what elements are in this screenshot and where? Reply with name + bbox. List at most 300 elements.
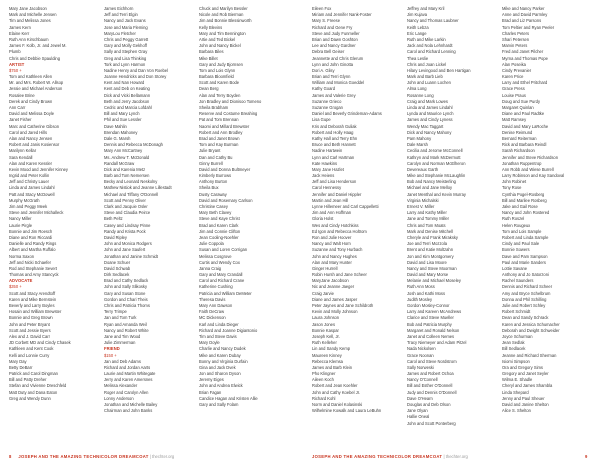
donor-name: Lynn and John Ginotta (312, 61, 354, 67)
donor-name: Lynn and Carl Hartman (312, 154, 355, 160)
donor-name: Dan and Cathy Bu (199, 154, 233, 160)
donor-name: Chris and Tom Moats (407, 222, 446, 228)
donor-name: Richard and Jordan Aarts (104, 364, 151, 370)
donor-name: Bill Sedlacek (502, 346, 526, 352)
donor-name: Gary and Molly Gekhoff (104, 43, 147, 49)
donor-name: Alan and Karen Kessler (9, 160, 53, 166)
donor-name: Julie Zimmerman (104, 340, 136, 346)
donor-name: Karen and Mike Bernstein (9, 296, 57, 302)
donor-name: Steve and Kaye Christ (199, 216, 240, 222)
donor-name: Larry and Ethel Pritchard (502, 80, 548, 86)
donor-name: Brian and Dawn Goshton (312, 36, 358, 42)
donor-name: Theresa Davis (199, 296, 226, 302)
donor-name: Tim and Melissa Jones (9, 18, 51, 24)
left-page-number: 8 (9, 454, 12, 459)
donor-name: Norma Saxon (9, 253, 35, 259)
donor-name: Isiomi Simpson (502, 358, 530, 364)
donor-name: Wes and Cindy Hotchkiss (312, 222, 359, 228)
donor-name: Ed Igon and Rebecca Holtrom (312, 228, 367, 234)
donor-name: Anne and David Parmley (502, 12, 548, 18)
donor-name: Joe and Terri Mozzola (407, 241, 447, 247)
donor-name: Jonathan and Michelle Bailey (104, 402, 158, 407)
donor-name: Wilma E. Shadle (502, 377, 533, 383)
donor-name: Wendy Mac Taggart (407, 123, 444, 129)
donor-name: Carol and Jared Hills (9, 129, 47, 135)
donor-name: Miriam and Jennifer Nank-Foster (312, 12, 372, 18)
donor-name: Gordon Mosley-Connor (407, 303, 450, 308)
donor-name: Plumb (9, 49, 21, 55)
donor-name: James and Barb Klein (312, 364, 353, 370)
donor-name: Janet Fisher (9, 117, 32, 123)
donor-name: Grace Noonan (407, 352, 434, 358)
donor-name: Kris and Deborah Guliak (312, 123, 357, 129)
donor-name: MaryLou Fletcher (104, 30, 136, 36)
donor-name: John and Jane Saufert (104, 247, 146, 253)
donor-name: Jonathan and Janine Schmidt (104, 253, 158, 259)
donor-name: Jane Olyan (407, 408, 428, 414)
donor-name: Mary Beth Clavey (199, 210, 232, 216)
donor-name: Mark and Michelle Jensen (9, 12, 57, 18)
donor-name: MC Dickenson (199, 315, 226, 321)
donor-name: Sheila Bux (199, 185, 219, 191)
donor-name: Alan and Nancy Jensen (9, 135, 53, 141)
donor-name: James and Cindy Lyness (407, 117, 453, 123)
donor-name: Jim Kujava (407, 12, 428, 18)
donor-name: Karl and Linda Dieger (199, 321, 239, 327)
donor-name: Chris and Patricia Thoms (104, 303, 150, 308)
donor-name: Fred and Janet Pilcher (502, 49, 544, 55)
donor-name: Dori A. Glisy (312, 67, 335, 73)
donor-name: Randall McGraw (104, 160, 135, 166)
donor-name: Patricia and William DeMeter (199, 290, 252, 296)
donor-name: Susan and Loren Corrigan (199, 247, 248, 253)
donor-name: Thomas and Amy Stancyck (9, 272, 59, 278)
donor-name: Lynne Hillemeer and Carl Cappelletti (312, 204, 379, 209)
donor-name: Brian Fagan (199, 389, 222, 395)
donor-name: Gary and Mary Crandall (199, 272, 243, 278)
donor-name: Chris and Debbie Spaulding (9, 55, 60, 61)
donor-name: Carol Hennessy (312, 185, 342, 191)
donor-name: Jan and Tom Turk (104, 315, 137, 321)
donor-name: Bill and Marilee Rosberg (502, 197, 547, 203)
donor-name: Jose and Maria Fleming (104, 24, 148, 30)
donor-name: John and Scott Ponterberg (407, 420, 456, 426)
donor-name: Gloria Holst (312, 216, 334, 222)
donor-name: Reserve and Costume Breahing (199, 111, 258, 117)
donor-name: Alan and Terry Boyden (199, 92, 241, 98)
donor-name: Brent and Katie Moltzahn (407, 247, 453, 253)
donor-name: Jeff and Terri Elgin (104, 12, 138, 18)
donor-name: Kent and Deb on Keating (104, 86, 150, 92)
donor-name: Dale G. Marsh (104, 135, 131, 141)
donor-name: Ruth Ann Kirschbaum (9, 36, 49, 42)
donor-name: Nancy and John Rostered (502, 210, 550, 216)
donor-name: Nancy and Steve Moorman (407, 265, 457, 271)
donor-name: Kevin and Molly Johnson (312, 309, 358, 315)
donor-name: Matt Duty and Dana Eaton (9, 389, 58, 395)
donor-name: Craig and Mark Lowes (407, 98, 448, 104)
donor-name: David and Rosemary Carlson (199, 197, 253, 203)
donor-name: Faith DeCraw (199, 309, 225, 315)
donor-name: Tim and Steve Davis (199, 333, 237, 339)
donor-name: Gina and Jack Dvek (199, 364, 236, 370)
donor-name: Katherine Cushing (199, 284, 233, 290)
donor-name: Elaine Kerr (9, 30, 30, 36)
donor-name: Kathleen and Kent Cook (9, 346, 54, 352)
donor-name: Alice S. Shelton (502, 408, 531, 414)
donor-column-3 (199, 6, 279, 408)
donor-name: Dean Berg (199, 86, 219, 92)
donor-name: Jenny and Paul Sheuer (502, 395, 545, 401)
donor-name: Richard and Joanne Digiantonio (199, 327, 258, 333)
donor-level-heading: FRIEND (104, 346, 120, 352)
donor-name: Melanie and Michael Moseley (407, 278, 461, 284)
donor-name: James F. Kolb, Jr. and Jewel M. (9, 43, 67, 49)
donor-name: Laura Johnson (312, 315, 340, 321)
donor-name: Rod and Stephanie Severt (9, 265, 58, 271)
donor-name: Steve and Jennifer Michalleck (9, 210, 64, 216)
donor-name: Jim and Peggy Meek (9, 204, 48, 209)
donor-name: Nancy and Jack Evans (104, 18, 146, 24)
donor-name: Bernard Reiterman (502, 135, 537, 141)
donor-name: Gregory and Janet Seyler (502, 371, 549, 377)
donor-name: Rick and Barbara Reindl (502, 142, 547, 148)
donor-name: Jason Jones (312, 321, 335, 327)
donor-name: Marvin Peters (502, 43, 528, 49)
donor-name: Lin and Sandy Kemp (312, 346, 351, 352)
donor-name: Diane and Ron Riccardi (9, 234, 53, 240)
donor-name: Bonnie Kaspar (312, 327, 339, 333)
donor-name: Joanne Hendricks and Don Storey (104, 74, 167, 80)
right-page-number: 9 (585, 454, 588, 459)
donor-name: David and Lisa Moore (407, 259, 447, 265)
donor-name: Peter Jaynes and Jane Schildroth (312, 303, 374, 308)
donor-name: Melissa Cosgrove (199, 253, 232, 259)
donor-name: Linda Shepard (502, 389, 529, 395)
donor-name: Karen and Jessica Schumacher (502, 321, 560, 327)
donor-name: Tom and Kay Burman (199, 142, 239, 148)
donor-name: Robert and Jean Koehler (312, 383, 358, 389)
donor-name: Ryan and Amanda Weil (104, 321, 147, 327)
donor-name: Mary and Tim Bennington (199, 30, 246, 36)
donor-name: Bill and Esther O'Donnell (407, 383, 453, 389)
donor-name: Hilary Levingood and Ben Hartigan (407, 67, 471, 73)
donor-name: Jim and Connie Clifton (199, 228, 241, 234)
donor-name: Doug and Sue Purdy (502, 98, 541, 104)
donor-name: Alex and J. David Carr (9, 333, 50, 339)
donor-name: Larry and Kathy Miller (407, 210, 447, 216)
donor-name: Margaret Quinlan (502, 105, 534, 110)
donor-name: Gary and Judy Bjornsen (199, 61, 243, 67)
donor-name: Gary and Sally Folam (199, 402, 239, 407)
donor-name: Virginia Michalski (407, 197, 439, 203)
donor-name: Craig Jarvie (312, 290, 334, 296)
donor-name: James and Valerie Grey (312, 92, 356, 98)
donor-level-heading: ARTIST (9, 61, 25, 67)
donor-name: Louise Praus (502, 92, 526, 98)
donor-name: Bruce and Beth Hannett (312, 142, 356, 148)
donor-name: Jake and Gail Rose (502, 204, 538, 209)
donor-name: Chuck and Marilyn Bessler (199, 6, 248, 11)
donor-name: Lottie Savane (502, 265, 528, 271)
donor-name: Ann Carr (9, 105, 26, 110)
donor-name: Ginny Burrell (199, 160, 223, 166)
donor-name: Jeff and Lisa Henderson (312, 179, 357, 185)
donor-name: Chairman and John Banks (104, 408, 153, 414)
donor-name: Joseph Kell, Jr. (312, 333, 340, 339)
donor-name: Patt and Stacy McDowell (9, 191, 55, 197)
donor-name: Pho Klingner (312, 371, 336, 377)
donor-name: Larry and Kareen McAndrews (407, 309, 462, 315)
donor-name: Rosalee Brine (9, 92, 35, 98)
donor-name: Ms. Andrew T. McDonald (104, 154, 150, 160)
donor-name: Cynthia Pogel-Rosberg (502, 191, 545, 197)
donor-name: John Robinet (502, 179, 527, 185)
donor-name: Tom and Lois Glynn (199, 67, 236, 73)
right-page-number-wrap (585, 454, 587, 460)
donor-name: Ruth Kelleher (312, 340, 337, 346)
donor-name: John and Nancy Bickel (199, 43, 241, 49)
donor-name: Barbara Biles (199, 49, 224, 55)
donor-name: Kathy Hall and Terry Ehn (312, 135, 358, 141)
donor-name: Shari Petersen (502, 36, 530, 42)
donor-name: Eileen Fox (312, 6, 332, 11)
donor-name: Tom and Kathleen Allen (9, 74, 53, 80)
donor-name: David and Janine Shelton (502, 402, 549, 407)
donor-name: Julie Bryant (199, 148, 221, 154)
donor-name: Steve and Claudia Peirce (104, 210, 151, 216)
donor-name: Tom Peltier and Ryan Peeler (502, 24, 555, 30)
donor-name: Dusty Caraway (199, 191, 227, 197)
donor-name: Dale Marsh (407, 142, 428, 148)
donor-name: Chris and Peggy Garrett (104, 36, 149, 42)
donor-name: Matt Ramsey (502, 117, 527, 123)
donor-name: Dean and Sandy Schrack (502, 315, 549, 321)
donor-name: Dave Mahlin (104, 123, 127, 129)
donor-name: Karen Price (502, 74, 524, 80)
donor-name: Jon and Sharon Dyson (199, 371, 241, 377)
donor-name: Michael and Tiffany O'Donnell (104, 191, 159, 197)
donor-name: Bill and Patty Dreher (9, 377, 47, 383)
donor-name: Myrna and Thomas Pope (502, 55, 548, 61)
donor-name: Dennis and Richard Scheer (502, 284, 553, 290)
donor-level-amount: $150 + (104, 352, 117, 358)
donor-name: John and Nancy Hughes (312, 253, 357, 259)
donor-name: Suzanne Grogan (312, 105, 343, 110)
donor-name: Nancy Miller (9, 216, 32, 222)
donor-name: Carol and Richard Lenning (407, 49, 456, 55)
donor-name: Kathryn and Mark McDermott (407, 154, 461, 160)
donor-name: Alma Long (407, 86, 427, 92)
donor-name: Jeannette and Chris Glerum (312, 55, 364, 61)
donor-name: Lynda and Maurice Lynch (407, 111, 454, 117)
donor-name: Thea Leslie (407, 55, 429, 61)
donor-name: Phil and Sue Lessler (104, 117, 142, 123)
donor-name: Sally Norweski (407, 364, 434, 370)
donor-name: Scott and Jessie Byers (9, 327, 51, 333)
donor-name: Jane and Tim Wood (104, 333, 141, 339)
donor-name: Douglas and Deb Olson (407, 402, 451, 407)
donor-name: Martin and Jean Hill (312, 197, 349, 203)
donor-name: Brad and Karen Clark (199, 222, 239, 228)
donor-name: Carol and Richard Crane (199, 278, 245, 284)
donor-name: Dick and Nancy Mahony (407, 129, 452, 135)
donor-name: Mary Jane Hazlet (312, 166, 344, 172)
donor-name: Lee and Nancy Gardner (312, 43, 356, 49)
donor-name: Doane Schuer (104, 259, 131, 265)
right-footer-url: | thechter.org (443, 454, 468, 459)
donor-name: Ora and Gregory Sims (502, 364, 543, 370)
donor-name: Stefan and Vivienne Dreschfeld (9, 383, 67, 389)
right-footer-title: JOSEPH AND THE AMAZING TECHNICOLOR DREAMCOAT (312, 454, 443, 459)
donor-name: Tony Rose (502, 185, 522, 191)
donor-name: Steve and Judy Funmeller (312, 30, 360, 36)
donor-name: Lonny Anderson (104, 395, 134, 401)
donor-name: Clarice and Steve Mueller (407, 315, 454, 321)
donor-name: Ruth Ann Moss (407, 284, 435, 290)
donor-name: Bonnie and Greg Brown (9, 315, 53, 321)
donor-name: Denise Reimund (502, 129, 533, 135)
donor-name: Nicole and Rob Bierman (199, 12, 244, 18)
donor-name: Bob and Nancy Meisterling (407, 179, 456, 185)
donor-name: Ann Robb and Wiese Burrell (502, 166, 554, 172)
donor-name: Pam Mahony (407, 135, 432, 141)
donor-name: Brian and Terri Glynn (312, 74, 351, 80)
donor-name: Gary and Susan Stone (104, 290, 146, 296)
donor-name: Julie Coppola (199, 241, 224, 247)
donor-name: Mike and Stephanie McLaughlin (407, 173, 466, 179)
donor-name: Robert and Janis Kosiensor (9, 142, 60, 148)
donor-name: Kent and Nan Howard (104, 80, 145, 86)
donor-name: Judy and Dennis O'Donnell (407, 389, 457, 395)
donor-name: Aileen Koch (312, 377, 334, 383)
donor-name: Jeffrey and Mary Kril (407, 6, 445, 11)
donor-name: Carol and Steve Nordstrom (407, 358, 457, 364)
donor-name: Tom and Lois Sample (502, 228, 542, 234)
donor-name: Jerry and Karen Amersnes (104, 377, 153, 383)
donor-name: Casey and Lindsay Pinne (104, 222, 151, 228)
donor-name: Mike Billet (199, 55, 218, 61)
donor-name: Danielle and Randy Rings (9, 241, 57, 247)
donor-name: Richard Kohl (312, 395, 336, 401)
donor-name: David and Mary Morse (407, 272, 449, 278)
donor-name: Ernest V. Miller (407, 204, 435, 209)
donor-name: Kelly Blevins (199, 24, 223, 30)
donor-name: Grace Press (502, 86, 525, 92)
donor-name: Dick and Karenia Metz (104, 166, 146, 172)
donor-name: Barb and Tom Nemersen (104, 173, 150, 179)
donor-name: Laurie and Martin Whitegate (104, 371, 156, 377)
donor-name: Scott and Stacy Arendtoff (9, 290, 56, 296)
donor-name: Melissa Alexander (104, 383, 138, 389)
donor-name: John and Cathy Koebel Jr. (312, 389, 361, 395)
donor-name: Michael and Jane Melloy (407, 185, 453, 191)
donor-name: Lisa Gupe (312, 117, 331, 123)
donor-name: Josh and Kathi Moss (407, 290, 446, 296)
donor-name: Jonathan Ruppentrop (502, 160, 542, 166)
donor-name: Wilhelmine Kowalk and Laura LeBuhn (312, 408, 382, 414)
left-page-footer (9, 454, 174, 460)
donor-name: Mathew Nistiok and Jeanne Lillestadt (104, 185, 172, 191)
donor-name: Keith Lebza (407, 24, 429, 30)
donor-name: Mary Ann Dawson (199, 303, 233, 308)
donor-name: Nadine Hartwein (312, 148, 343, 154)
donor-name: Jon and Kim Montgomery (407, 253, 454, 259)
donor-name: Jeanne and Richard Sherman (502, 352, 557, 358)
donor-name: Robert and Linda Sample (502, 234, 549, 240)
donor-name: Ron and Julie Hoover (312, 234, 352, 240)
donor-name: Cedric and Marcia Lofdahl (104, 105, 152, 110)
donor-name: Jim and Ann Hoffman (312, 210, 352, 216)
left-footer-title: JOSEPH AND THE AMAZING TECHNICOLOR DREAMCOAT (18, 454, 149, 459)
donor-name: Cindy Prevanier (502, 67, 532, 73)
donor-name: Bonny and Virginia Durfain (199, 358, 248, 364)
donor-name: Naomi and Millard Brewster (199, 123, 250, 129)
donor-name: Charles Peters (502, 30, 530, 36)
donor-column-2 (104, 6, 184, 414)
donor-name: Joyce Schurman (502, 333, 533, 339)
donor-name: Scott and Karen Bode (199, 80, 240, 86)
donor-name: Mark and Denise Mitchell (407, 228, 453, 234)
donor-name: Nancy and Walt Horn (312, 241, 351, 247)
donor-name: Larry Robinson and Kay Sandoval (502, 173, 565, 179)
donor-name: Cecilia and Jerome McConnell (407, 148, 463, 154)
donor-column-1 (9, 6, 89, 402)
donor-name: Jean Sedlak (502, 340, 525, 346)
donor-name: David and Melissa Doyle (9, 111, 55, 117)
donor-name: Ginger Hurrell (312, 265, 338, 271)
donor-name: Greg and Lisa Thinking (104, 55, 147, 61)
donor-name: Jennifer and Steve Richardson (502, 154, 558, 160)
donor-name: Rebecca Klemsa (312, 358, 343, 364)
donor-name: Brad and Liz Parsons (502, 18, 542, 24)
right-page-footer (312, 454, 468, 460)
donor-name: Sarah Richardson (502, 148, 535, 154)
donor-name: Jeff and Christy Lauer (9, 179, 49, 185)
donor-name: MaryJane Jacobson (312, 278, 349, 284)
donor-column-4 (312, 6, 392, 414)
donor-name: Dirk Sedlacek (104, 272, 130, 278)
donor-name: Daniel and Beverly Grindeman-Adams (312, 111, 382, 117)
donor-name: John and Sally Slikosky (104, 284, 148, 290)
donor-name: Mary Day (9, 358, 27, 364)
donor-name: Dave O'Hearn (407, 395, 433, 401)
donor-name: Paul and Marie Sanders (502, 259, 546, 265)
donor-name: Nancy O'Connell (407, 377, 438, 383)
donor-column-5 (407, 6, 487, 427)
donor-name: Norm and Daniel Kolasinski (312, 402, 363, 407)
donor-name: Sara Kendall (9, 154, 33, 160)
donor-name: Jon Bradley and Dionisoo Tomeno (199, 98, 262, 104)
donor-name: Jessie and Michael Anderson (9, 86, 63, 92)
donor-name: Ingrid and Peter Kollin (9, 173, 50, 179)
donor-name: Beth and Jerry Jacobson (104, 98, 150, 104)
donor-name: Rosanne Long (407, 92, 434, 98)
donor-name: Nic and Jeanne Jaeger (312, 284, 355, 290)
donor-name: Cheryl and James Shambla (502, 383, 553, 389)
donor-name: Kimberly Burrows (199, 173, 232, 179)
donor-name: Jean Cooling-Noehler (199, 234, 239, 240)
donor-name: Nadine Henry and Dan Von Roebel (104, 67, 168, 73)
donor-name: Kelli and Lonnie Curry (9, 352, 50, 358)
donor-name: Mary Doyle (199, 340, 220, 346)
donor-name: Janet Menthal and Kevin Murray (407, 191, 466, 197)
donor-name: Maureen Kinney (312, 352, 342, 358)
donor-name: Jennifer and Daniel Hippler (312, 191, 362, 197)
donor-name: Alan Poseika (502, 61, 526, 67)
donor-name: Brendan Mahoney (104, 129, 138, 135)
donor-name: Deborah and Dwight Schweider (502, 327, 560, 333)
